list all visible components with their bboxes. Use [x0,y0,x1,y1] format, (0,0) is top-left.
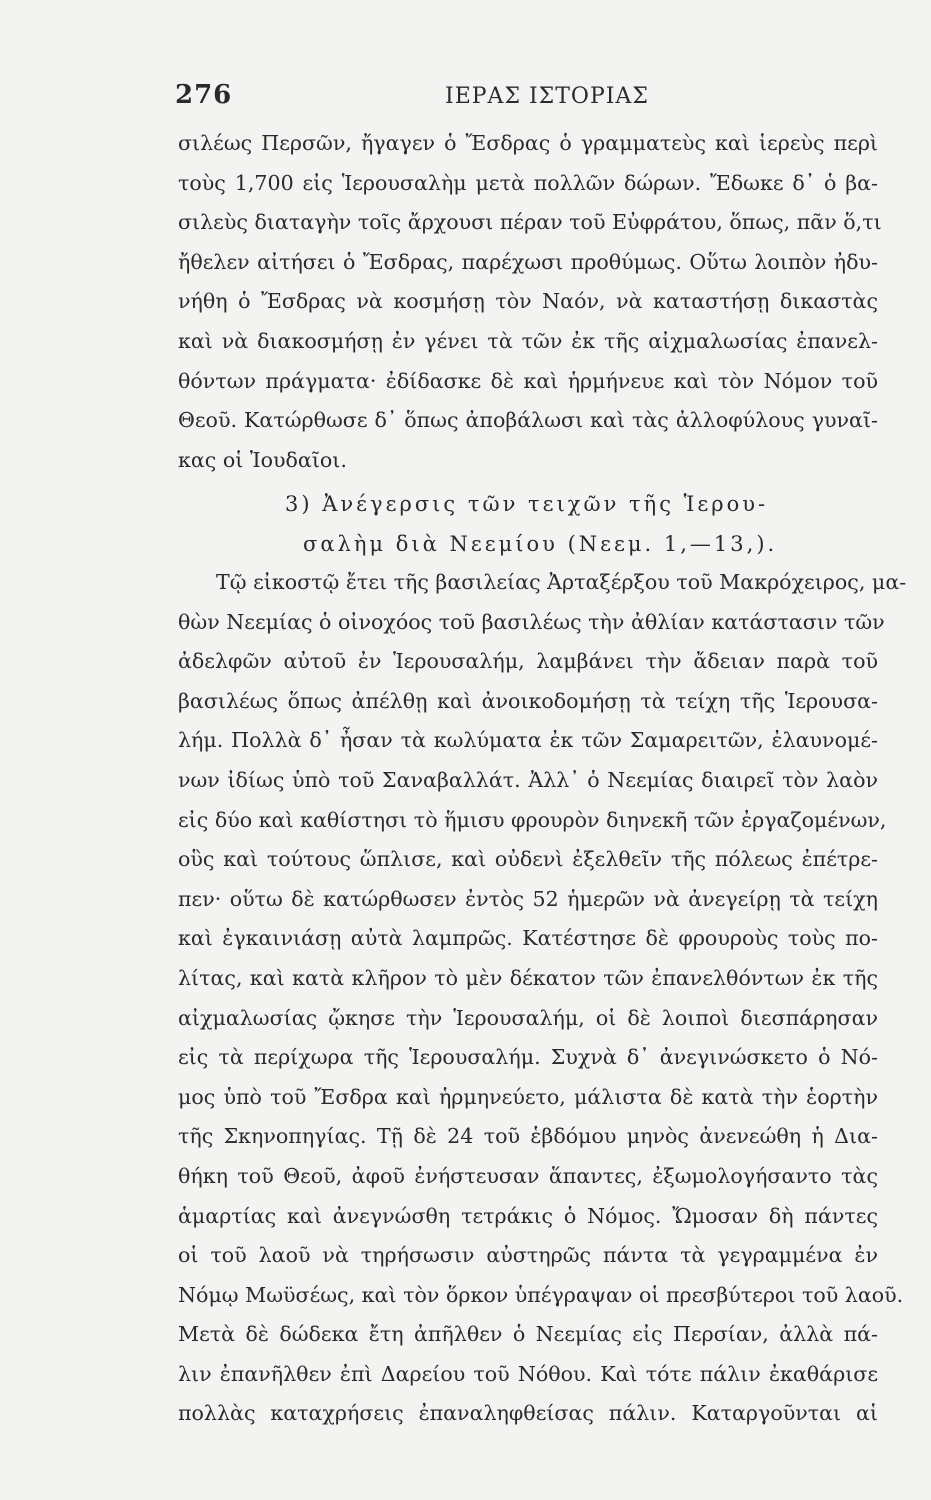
text-line: οὓς καὶ τούτους ὥπλισε, καὶ οὐδενὶ ἐξελθεῖν τῆς πόλεως ἐπέτρε- [178,847,878,872]
text-line: νων ἰδίως ὑπὸ τοῦ Σαναβαλλάτ. Ἀλλ᾽ ὁ Νεεμίας διαιρεῖ τὸν λαὸν [178,767,878,792]
text-line: σιλεὺς διαταγὴν τοῖς ἄρχουσι πέραν τοῦ Εὐφράτου, ὅπως, πᾶν ὅ,τι [178,210,882,235]
text-line: ἀδελφῶν αὐτοῦ ἐν Ἱερουσαλήμ, λαμβάνει τὴν ἄδειαν παρὰ τοῦ [178,649,878,674]
text-line: βασιλέως ὅπως ἀπέλθῃ καὶ ἀνοικοδομήσῃ τὰ τείχη τῆς Ἱερουσα- [178,688,878,713]
text-line: αἰχμαλωσίας ᾤκησε τὴν Ἱερουσαλήμ, οἱ δὲ λοιποὶ διεσπάρησαν [178,1005,878,1030]
text-line: λίτας, καὶ κατὰ κλῆρον τὸ μὲν δέκατον τῶν ἐπανελθόντων ἐκ τῆς [178,965,878,990]
text-line: λιν ἐπανῆλθεν ἐπὶ Δαρείου τοῦ Νόθου. Καὶ τότε πάλιν ἐκαθάρισε [178,1361,878,1386]
text-line: εἰς δύο καὶ καθίστησι τὸ ἥμισυ φρουρὸν διηνεκῆ τῶν ἐργαζομένων, [178,807,887,832]
section-heading [285,484,885,564]
text-line: σιλέως Περσῶν, ἤγαγεν ὁ Ἔσδρας ὁ γραμματεὺς καὶ ἱερεὺς περὶ [178,131,878,155]
text-line: οἱ τοῦ λαοῦ νὰ τηρήσωσιν αὐστηρῶς πάντα τὰ γεγραμμένα ἐν [178,1243,878,1268]
page-number: 276 [175,80,233,110]
text-line: Νόμῳ Μωϋσέως, καὶ τὸν ὅρκον ὑπέγραψαν οἱ πρεσβύτεροι τοῦ λαοῦ. [178,1282,904,1307]
text-line: καὶ ἐγκαινιάσῃ αὐτὰ λαμπρῶς. Κατέστησε δὲ φρουροὺς τοὺς πο- [178,926,878,951]
text-line: ἤθελεν αἰτήσει ὁ Ἔσδρας, παρέχωσι προθύμως. Οὕτω λοιπὸν ἠδυ- [178,249,878,274]
text-line: ἁμαρτίας καὶ ἀνεγνώσθη τετράκις ὁ Νόμος. Ὤμοσαν δὴ πάντες [178,1203,878,1228]
text-line: εἰς τὰ περίχωρα τῆς Ἱερουσαλήμ. Συχνὰ δ᾽ ἀνεγινώσκετο ὁ Νό- [178,1045,878,1070]
text-line: τῆς Σκηνοπηγίας. Τῇ δὲ 24 τοῦ ἑβδόμου μηνὸς ἀνενεώθη ἡ Δια- [178,1124,878,1149]
text-line: νήθη ὁ Ἔσδρας νὰ κοσμήσῃ τὸν Ναόν, νὰ καταστήσῃ δικαστὰς [178,289,878,314]
text-line: Τῷ εἰκοστῷ ἔτει τῆς βασιλείας Ἀρταξέρξου τοῦ Μακρόχειρος, μα- [216,570,907,594]
text-line: πεν· οὕτω δὲ κατώρθωσεν ἐντὸς 52 ἡμερῶν νὰ ἀνεγείρῃ τὰ τείχη [178,886,878,911]
paragraph-2 [178,563,907,1434]
text-line: καὶ νὰ διακοσμήσῃ ἐν γένει τὰ τῶν ἐκ τῆς αἰχμαλωσίας ἐπανελ- [178,328,878,353]
text-line: Θεοῦ. Κατώρθωσε δ᾽ ὅπως ἀποβάλωσι καὶ τὰς ἀλλοφύλους γυναῖ- [178,408,878,433]
text-line: θὼν Νεεμίας ὁ οἰνοχόος τοῦ βασιλέως τὴν ἀθλίαν κατάστασιν τῶν [178,609,885,634]
text-line: θήκη τοῦ Θεοῦ, ἀφοῦ ἐνήστευσαν ἅπαντες, ἐξωμολογήσαντο τὰς [178,1163,878,1188]
section-heading-line-2: σαλὴμ διὰ Νεεμίου (Νεεμ. 1,—13,). [303,532,778,556]
running-title: ΙΕΡΑΣ ΙΣΤΟΡΙΑΣ [445,84,649,109]
text-line: κας οἱ Ἰουδαῖοι. [178,447,347,472]
text-line: τοὺς 1,700 εἰς Ἱερουσαλὴμ μετὰ πολλῶν δώρων. Ἔδωκε δ᾽ ὁ βα- [178,170,878,195]
paragraph-1 [178,124,882,480]
section-heading-line-1: 3) Ἀνέγερσις τῶν τειχῶν τῆς Ἱερου- [285,492,769,516]
text-line: λήμ. Πολλὰ δ᾽ ἦσαν τὰ κωλύματα ἐκ τῶν Σαμαρειτῶν, ἐλαυνομέ- [178,728,878,753]
text-line: Μετὰ δὲ δώδεκα ἔτη ἀπῆλθεν ὁ Νεεμίας εἰς Περσίαν, ἀλλὰ πά- [178,1322,878,1347]
text-line: μος ὑπὸ τοῦ Ἔσδρα καὶ ἡρμηνεύετο, μάλιστα δὲ κατὰ τὴν ἑορτὴν [178,1084,878,1109]
text-line: θόντων πράγματα· ἐδίδασκε δὲ καὶ ἡρμήνευε καὶ τὸν Νόμον τοῦ [178,368,878,393]
text-line: πολλὰς καταχρήσεις ἐπαναληφθείσας πάλιν. Καταργοῦνται αἱ [178,1401,878,1426]
page-header [175,80,875,120]
